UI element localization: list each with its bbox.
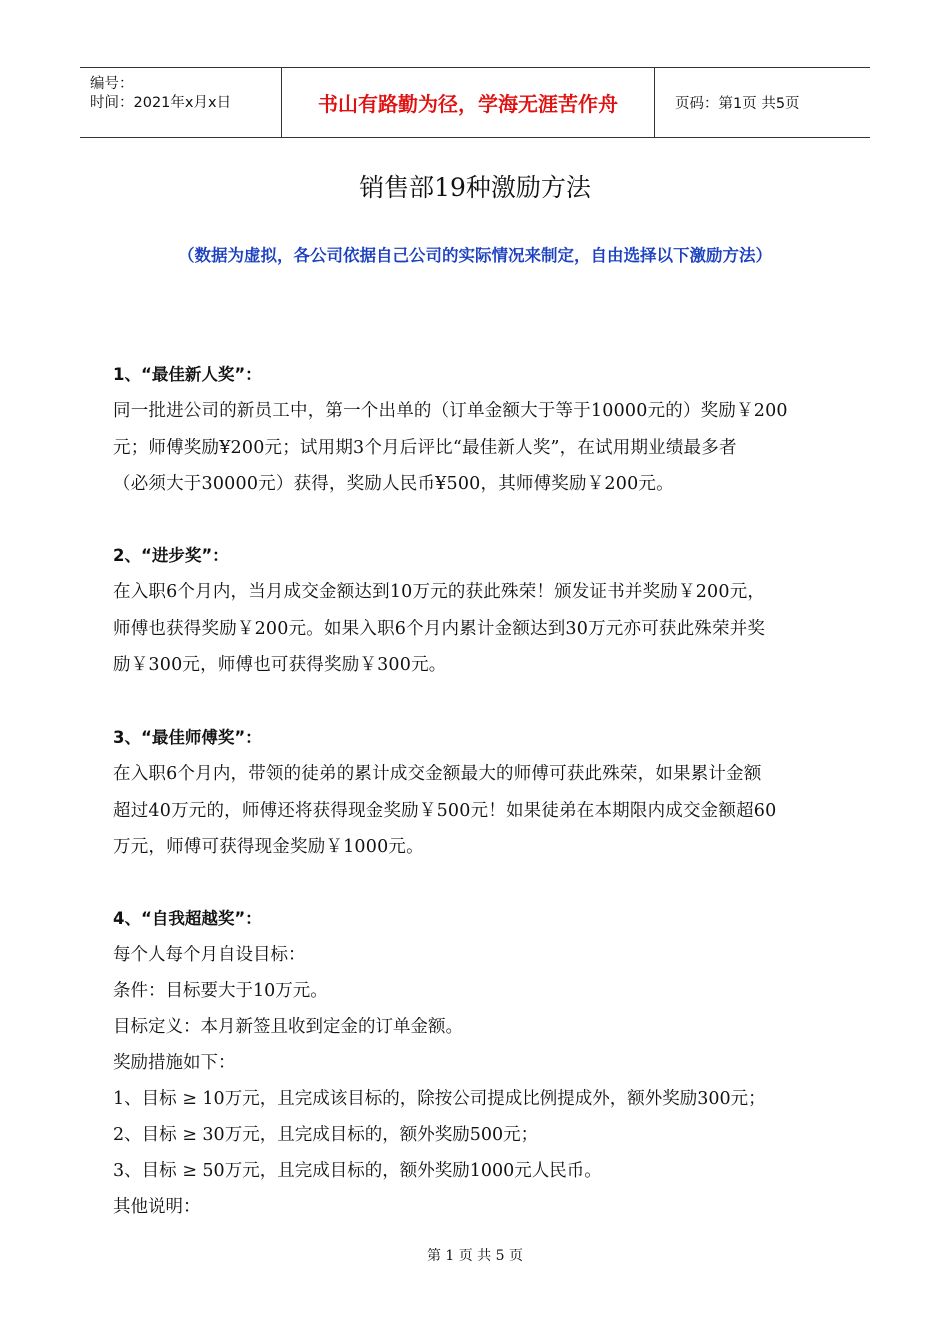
body-line: 奖励措施如下： (113, 1053, 236, 1073)
body-line: 超过40万元的，师傅还将获得现金奖励￥500元！如果徒弟在本期限内成交金额超60 (113, 800, 777, 821)
section-heading: 3、“最佳师傅奖”： (113, 728, 262, 747)
document-time-label: 时间：2021年x月x日 (90, 95, 232, 111)
document-subtitle: （数据为虚拟，各公司依据自己公司的实际情况来制定，自由选择以下激励方法） (178, 246, 772, 265)
body-line: 师傅也获得奖励￥200元。如果入职6个月内累计金额达到30万元亦可获此殊荣并奖 (113, 618, 766, 639)
body-line: 元；师傅奖励¥200元；试用期3个月后评比“最佳新人奖”，在试用期业绩最多者 (113, 437, 737, 458)
section-self-surpass (113, 901, 841, 1225)
page-info-text: 页码：第1页 共5页 (675, 96, 800, 112)
body-line: 其他说明： (113, 1197, 201, 1217)
document-header (80, 67, 870, 138)
section-heading: 1、“最佳新人奖”： (113, 365, 262, 384)
section-best-newcomer (113, 357, 841, 503)
body-line: 1、目标 ≥ 10万元，且完成该目标的，除按公司提成比例提成外，额外奖励300元； (113, 1089, 766, 1109)
page-footer: 第 1 页 共 5 页 (426, 1248, 524, 1264)
section-best-mentor (113, 720, 841, 866)
section-body (113, 393, 841, 503)
body-line: 在入职6个月内，当月成交金额达到10万元的获此殊荣！颁发证书并奖励￥200元， (113, 582, 766, 602)
body-line: 励￥300元，师傅也可获得奖励￥300元。 (113, 655, 447, 675)
body-line: 每个人每个月自设目标： (113, 945, 306, 965)
document-title: 销售部19种激励方法 (359, 173, 591, 202)
header-page-info (665, 68, 870, 137)
section-progress-award (113, 538, 841, 684)
section-body (113, 574, 841, 684)
body-line: 3、目标 ≥ 50万元，且完成目标的，额外奖励1000元人民币。 (113, 1161, 602, 1181)
body-line: 2、目标 ≥ 30万元，且完成目标的，额外奖励500元； (113, 1125, 539, 1145)
section-body (113, 937, 841, 1225)
body-line: 目标定义：本月新签且收到定金的订单金额。 (113, 1017, 463, 1037)
document-number-label: 编号： (90, 76, 134, 92)
body-line: 同一批进公司的新员工中，第一个出单的（订单金额大于等于10000元的）奖励￥200 (113, 401, 788, 421)
body-line: （必须大于30000元）获得，奖励人民币¥500，其师傅奖励￥200元。 (113, 474, 674, 494)
body-line: 万元，师傅可获得现金奖励￥1000元。 (113, 837, 424, 857)
body-line: 条件：目标要大于10万元。 (113, 981, 328, 1001)
section-heading: 4、“自我超越奖”： (113, 909, 262, 928)
header-meta-cell (80, 68, 282, 137)
section-heading: 2、“进步奖”： (113, 546, 229, 565)
body-line: 在入职6个月内，带领的徒弟的累计成交金额最大的师傅可获此殊荣，如果累计金额 (113, 764, 762, 784)
section-body (113, 756, 841, 866)
header-motto: 书山有路勤为径，学海无涯苦作舟 (282, 68, 655, 137)
